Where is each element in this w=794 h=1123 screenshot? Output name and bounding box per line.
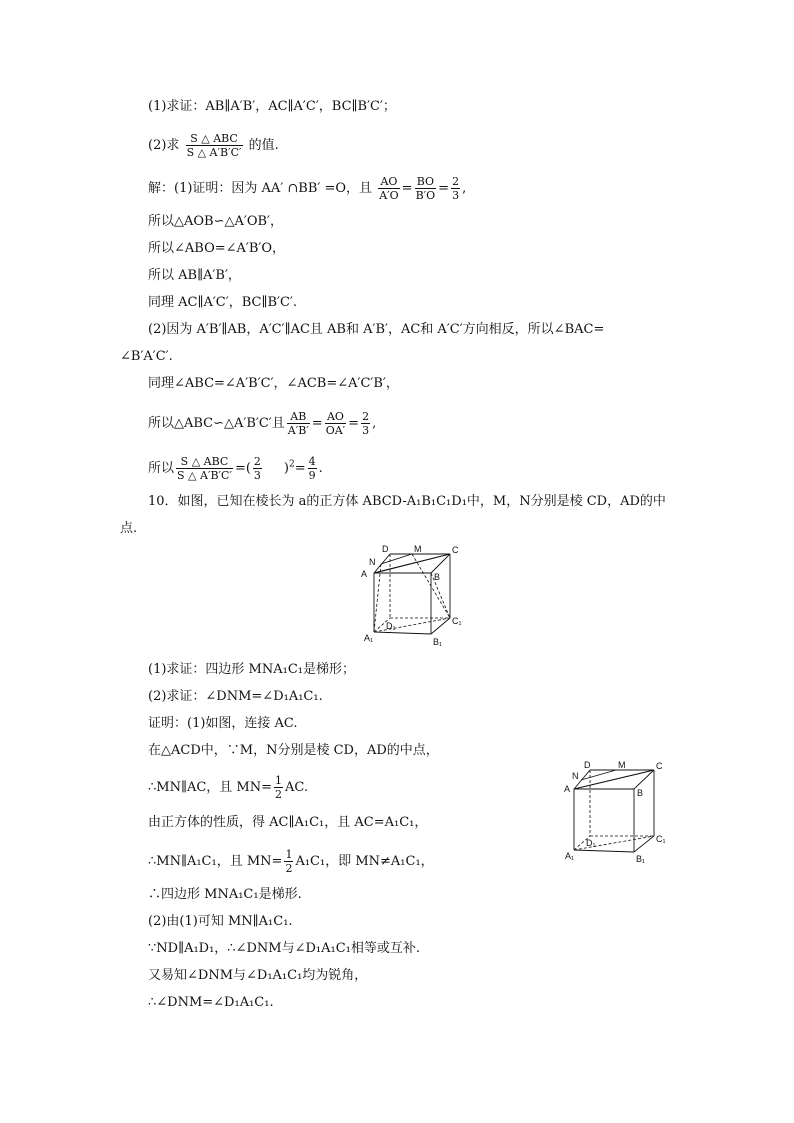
label-B: B <box>434 572 441 582</box>
problem-10-statement-cont: 点. <box>120 521 138 536</box>
solution-line-6: (2)因为 A′B′∥AB，A′C′∥AC且 AB和 A′B′，AC和 A′C′方向相反，所以∠BAC= <box>148 322 605 337</box>
solution-line-7: ∠B′A′C′. <box>120 349 173 364</box>
problem-10-part-1: (1)求证：四边形 MNA₁C₁是梯形； <box>148 662 355 677</box>
proof-line-8: ∵ND∥A₁D₁，∴∠DNM与∠D₁A₁C₁相等或互补. <box>148 941 420 956</box>
label-C1: C₁ <box>452 616 462 626</box>
label-B1: B₁ <box>433 637 443 647</box>
fraction-bo: $\frac{BO}{B'O}$ <box>415 175 436 202</box>
solution-line-1: 解：(1)证明：因为 AA′ ∩BB′ =O，且 $\frac{AO}{A'O}$ = $\frac{BO}{B'O}$ = $\frac{2}{3}$ , <box>148 175 467 202</box>
solution-line-2: 所以△AOB∽△A′OB′， <box>148 214 283 229</box>
proof-line-6: ∴四边形 MNA₁C₁是梯形. <box>148 887 302 902</box>
label-A1: A₁ <box>565 851 575 861</box>
label-D1: D₁ <box>386 621 396 631</box>
ratio-fraction: $\frac{\text{S △ ABC}}{S \triangle A'B'C'}$ <box>186 132 242 159</box>
proof-line-1: 证明：(1)如图，连接 AC. <box>148 716 298 731</box>
problem-10-statement: 10．如图，已知在棱长为 a的正方体 ABCD-A₁B₁C₁D₁中，M，N分别是棱 CD，AD的中 <box>148 494 666 509</box>
solution-line-9: 所以△ABC∽△A′B′C′且 $\frac{AB}{A'B'}$ = $\frac{AO}{OA'}$ = $\frac{2}{3}$ , <box>148 410 377 437</box>
label-D: D <box>584 760 591 770</box>
label-C: C <box>452 545 459 555</box>
fraction-half: $\frac{1}{2}$ <box>275 774 283 801</box>
solution-line-3: 所以∠ABO=∠A′B′O， <box>148 241 286 256</box>
question-part-1: (1)求证：AB∥A′B′，AC∥A′C′，BC∥B′C′； <box>148 99 396 114</box>
proof-line-9: 又易知∠DNM与∠D₁A₁C₁均为锐角， <box>148 968 368 983</box>
q2-suffix: 的值. <box>248 138 279 153</box>
label-C: C <box>656 761 663 771</box>
fraction-base: $\frac{2}{3}$ <box>253 455 261 482</box>
q2-prefix: (2)求 <box>148 138 180 153</box>
label-A1: A₁ <box>364 633 374 643</box>
proof-line-4: 由正方体的性质，得 AC∥A₁C₁，且 AC=A₁C₁， <box>148 815 428 830</box>
label-M: M <box>414 544 422 554</box>
solution-line-8: 同理∠ABC=∠A′B′C′，∠ACB=∠A′C′B′， <box>148 376 399 391</box>
cube-figure-right <box>562 758 682 866</box>
label-N: N <box>369 557 376 567</box>
label-D: D <box>382 544 389 554</box>
fraction-ao-oa: $\frac{AO}{OA'}$ <box>325 410 346 437</box>
fraction-area-ratio: $\frac{\text{S △ ABC}}{S \triangle A'B'C'}$ <box>177 455 232 482</box>
label-B: B <box>637 788 644 798</box>
label-N: N <box>572 771 579 781</box>
label-C1: C₁ <box>656 834 666 844</box>
proof-line-2: 在△ACD中，∵M，N分别是棱 CD，AD的中点， <box>148 743 439 758</box>
cube-figure-top <box>352 542 470 650</box>
label-A: A <box>564 784 571 794</box>
proof-line-5: ∴MN∥A₁C₁，且 MN= $\frac{1}{2}$ A₁C₁，即 MN≠A₁C₁， <box>148 848 434 875</box>
label-B1: B₁ <box>636 854 646 864</box>
label-D1: D₁ <box>586 838 596 848</box>
fraction-four-ninths: $\frac{4}{9}$ <box>308 455 316 482</box>
fraction-two-thirds-2: $\frac{2}{3}$ <box>362 410 370 437</box>
proof-line-10: ∴∠DNM=∠D₁A₁C₁. <box>148 995 274 1010</box>
proof-line-7: (2)由(1)可知 MN∥A₁C₁. <box>148 914 293 929</box>
fraction-two-thirds: $\frac{2}{3}$ <box>452 175 460 202</box>
solution-line-4: 所以 AB∥A′B′， <box>148 268 241 283</box>
question-part-2 <box>148 132 279 159</box>
label-M: M <box>618 760 626 770</box>
solution-line-10: 所以 $\frac{\text{S △ ABC}}{S \triangle A'B'C'}$ =( $\frac{2}{3}$ )$^2$= $\frac{4}{9}$ . <box>148 455 323 482</box>
fraction-ao: $\frac{AO}{A'O}$ <box>379 175 399 202</box>
fraction-ab: $\frac{AB}{A'B'}$ <box>287 410 309 437</box>
label-A: A <box>361 569 368 579</box>
fraction-half-2: $\frac{1}{2}$ <box>285 848 293 875</box>
proof-line-3: ∴MN∥AC，且 MN= $\frac{1}{2}$ AC. <box>148 774 309 801</box>
problem-10-part-2: (2)求证：∠DNM=∠D₁A₁C₁. <box>148 689 323 704</box>
solution-line-5: 同理 AC∥A′C′，BC∥B′C′. <box>148 295 297 310</box>
